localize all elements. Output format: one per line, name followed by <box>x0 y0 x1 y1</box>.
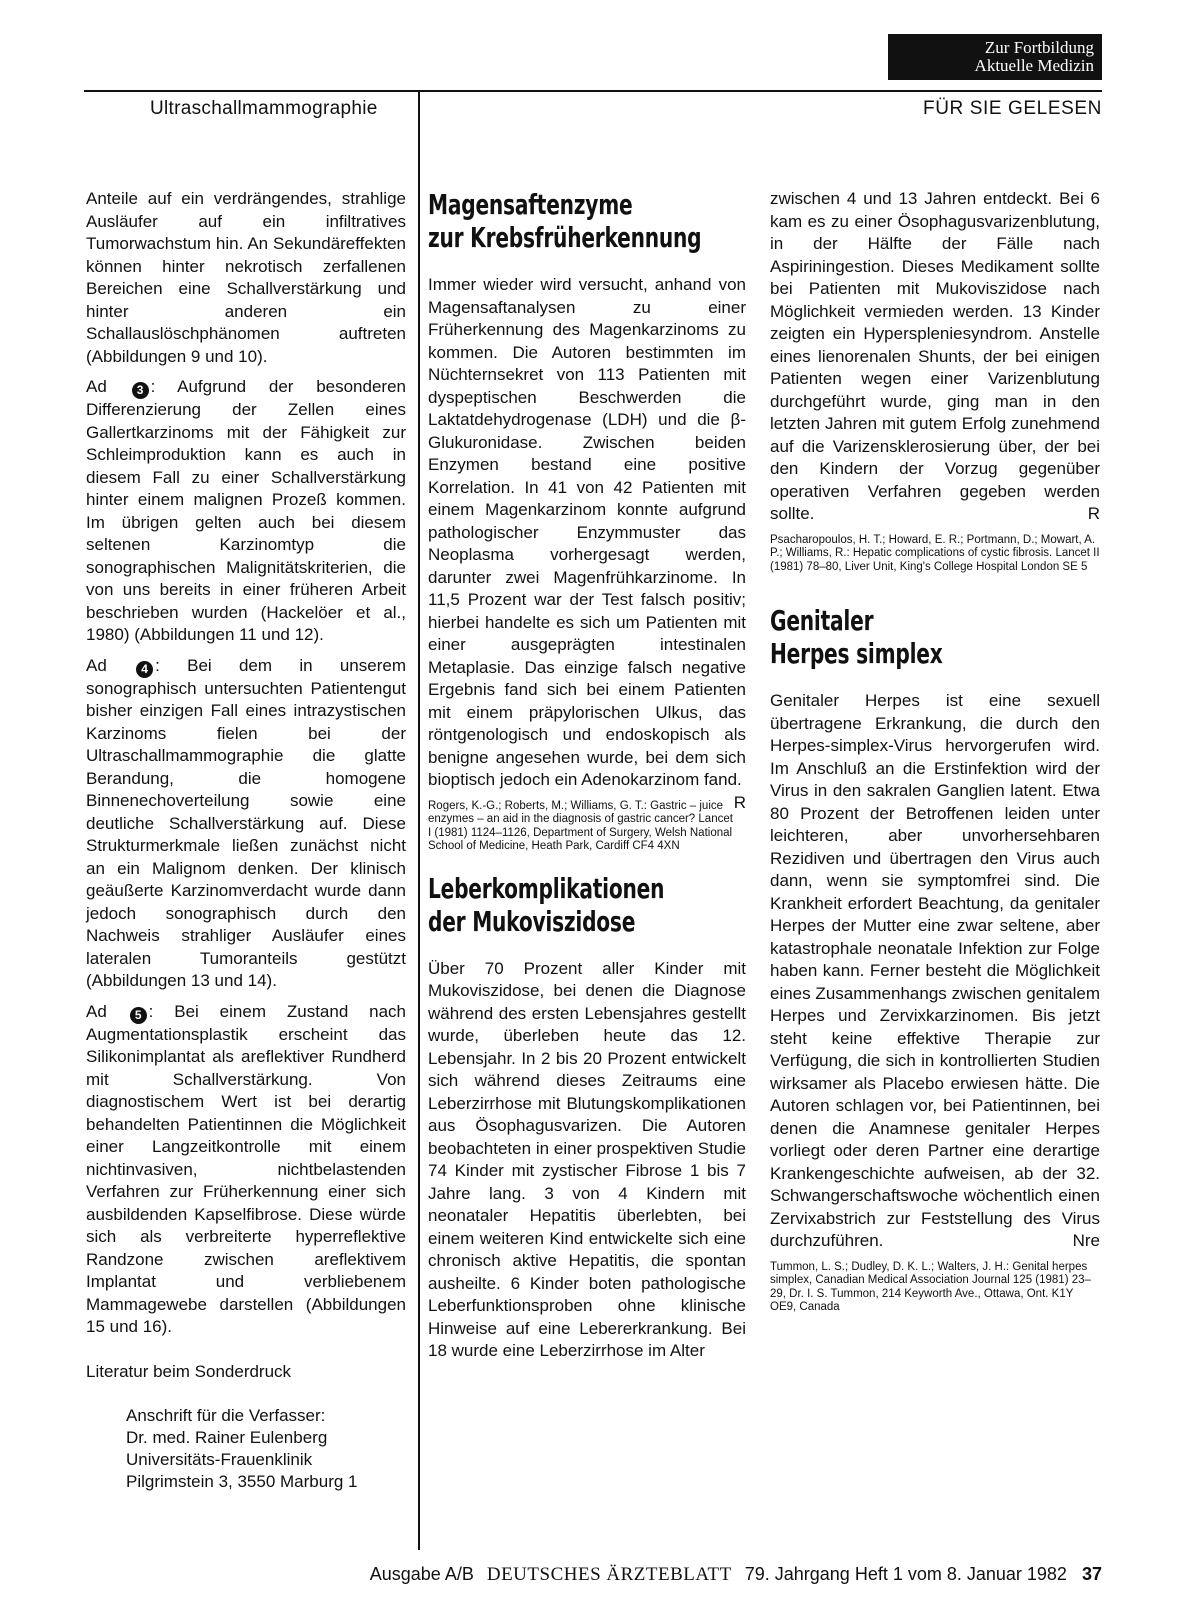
article-body: Über 70 Prozent aller Kinder mit Mukoviszidose, bei denen die Diagnose während des ersten Lebensjahres gestellt wurde, überleben heute das 12. Lebensjahr. In 2 bis 20 Prozent entwickelt sich während dieses Zeitraums eine Leberzirrhose mit Blutungskomplikationen aus Ösophagusvarizen. Die Autoren beobachteten in einer prospektiven Studie 74 Kinder mit zystischer Fibrose 1 bis 7 Jahre lang. 3 von 4 Kindern mit neonataler Hepatitis überlebten, bei einem weiteren Kind entwickelte sich eine chronisch aktive Hepatitis, die spontan ausheilte. 6 Kinder boten pathologische Leberfunktionsproben ohne klinische Hinweise auf eine Lebererkrankung. Bei 18 wurde eine Leberzirrhose im Alter <box>428 958 746 1360</box>
article-body-continued <box>770 188 1100 526</box>
ad-label: Ad <box>86 377 107 396</box>
column-3 <box>770 188 1100 1333</box>
reference: Psacharopoulos, H. T.; Howard, E. R.; Portmann, D.; Mowart, A. P.; Williams, R.: Hepatic complications of cystic fibrosis. Lancet II (1981) 78–80, Liver Unit, King's College Hospital London SE 5 <box>770 533 1100 573</box>
address-line: Anschrift für die Verfasser: <box>126 1406 326 1425</box>
reference: Tummon, L. S.; Dudley, D. K. L.; Walters, J. H.: Genital herpes simplex, Canadian Medical Association Journal 125 (1981) 23–29, Dr. I. S. Tummon, 214 Keyworth Ave., Ottawa, Ont. K1Y OE9, Canada <box>770 1260 1091 1313</box>
number-3-icon: 3 <box>132 382 149 399</box>
paragraph-ad-3 <box>86 376 406 647</box>
page-footer <box>370 1564 1102 1586</box>
title-line: Leberkomplikationen <box>428 871 665 905</box>
title-line: Magensaftenzyme <box>428 188 633 221</box>
column-divider <box>418 90 420 1550</box>
ad-5-text: : Bei einem Zustand nach Augmentationsplastik erscheint das Silikonimplantat als areflektiver Rundherd mit Schallverstärkung. Von diagnostischem Wert ist bei derartig behandelten Patientinnen die Möglichkeit einer Langzeitkontrolle mit einem nichtinvasiven, nichtbelastenden Verfahren zur Früherkennung einer sich ausbildenden Kapselfibrose. Diese würde sich als verbreiterte hyperreflektive Randzone zwischen areflektivem Implantat und verbliebenem Mammagewebe darstellen (Abbildungen 15 und 16). <box>86 1001 406 1336</box>
section-badge <box>888 34 1102 80</box>
address-line: Dr. med. Rainer Eulenberg <box>126 1428 328 1447</box>
title-line: zur Krebsfrüherkennung <box>428 221 702 254</box>
paragraph-intro: Anteile auf ein verdrängendes, strahlige Ausläufer auf ein infiltratives Tumorwachstum hin. An Sekundäreffekten können hinter nekrotisch zerfallenen Bereichen eine Schallverstärkung und hinter anderen ein Schallauslöschphänomen auftreten (Abbildungen 9 und 10). <box>86 189 406 366</box>
badge-line-1: Zur Fortbildung <box>984 38 1094 57</box>
ad-label: Ad <box>86 1001 107 1021</box>
column-2 <box>428 188 746 1371</box>
address-line: Universitäts-Frauenklinik <box>126 1450 313 1469</box>
literature-note: Literatur beim Sonderdruck <box>86 1361 292 1381</box>
title-line: der Mukoviszidose <box>428 904 636 938</box>
article-title-magensaftenzyme <box>428 188 749 254</box>
author-signature: R <box>733 792 746 812</box>
article-text: zwischen 4 und 13 Jahren entdeckt. Bei 6 kam es zu einer Ösophagusvarizenblutung, in der Hälfte der Fälle nach Aspiriningestion. Dieses Medikament sollte bei Patienten mit Mukoviszidose nach Möglichkeit vermieden werden. 13 Kinder zeigten ein Hyperspleniesyndrom. Anstelle eines lienorenalen Shunts, der bei einigen Patienten wegen einer Varizenblutung durchgeführt wurde, ging man in den letzten Jahren mit gutem Erfolg zunehmend auf die Varizensklerosierung über, der bei den Kindern der Vorzug gegenüber operativen Verfahren gegeben werden sollte. <box>770 189 1100 523</box>
title-line: Herpes simplex <box>770 637 943 670</box>
issue-info: 79. Jahrgang Heft 1 vom 8. Januar 1982 <box>744 1564 1067 1584</box>
reference: Rogers, K.-G.; Roberts, M.; Williams, G. T.: Gastric – juice enzymes – an aid in the diagnosis of gastric cancer? Lancet I (1981) 1124–1126, Department of Surgery, Welsh National School of Medicine, Heath Park, Cardiff CF4 4XN <box>428 799 733 852</box>
ad-3-text: : Aufgrund der besonderen Differenzierung der Zellen eines Gallertkarzinoms mit der Fähigkeit zur Schleimproduktion kann es auch in diesem Fall zu einer Schallverstärkung hinter einem malignen Prozeß kommen. Im übrigen gelten auch bei diesem seltenen Karzinomtyp die sonographischen Malignitätskriterien, die von uns bereits in einer früheren Arbeit beschrieben wurden (Hackelöer et al., 1980) (Abbildungen 11 und 12). <box>86 377 406 644</box>
running-title: Ultraschallmammographie <box>150 98 378 119</box>
article-title-leberkomplikationen <box>428 872 749 938</box>
page-number: 37 <box>1081 1564 1102 1584</box>
address-line: Pilgrimstein 3, 3550 Marburg 1 <box>126 1472 358 1491</box>
section-title: FÜR SIE GELESEN <box>923 98 1102 119</box>
ad-4-text: : Bei dem in unserem sonographisch untersuchten Patientengut bisher einzigen Fall eines intrazystischen Karzinoms fielen bei der Ultraschallmammographie die glatte Berandung, die homogene Binnenechoverteilung sowie eine deutliche Schallverstärkung auf. Diese Strukturmerkmale ließen zunächst nicht an ein Malignom denken. Der klinisch geäußerte Karzinomverdacht wurde dann jedoch sonographisch durch den Nachweis strahliger Ausläufer eines lateralen Tumoranteils gestützt (Abbildungen 13 und 14). <box>86 655 406 990</box>
paragraph-ad-4 <box>86 655 406 993</box>
author-address <box>86 1405 406 1493</box>
article-text: Immer wieder wird versucht, anhand von Magensaftanalysen zu einer Früherkennung des Magenkarzinoms zu kommen. Die Autoren bestimmten im Nüchternsekret von 113 Patienten mit dyspeptischen Beschwerden die Laktatdehydrogenase (LDH) und die β-Glukuronidase. Zwischen beiden Enzymen bestand eine positive Korrelation. In 41 von 42 Patienten mit einem Magenkarzinom konnte aufgrund pathologischer Enzymmuster das Neoplasma vorhergesagt werden, darunter zwei Magenfrühkarzinome. In 11,5 Prozent war der Test falsch positiv; hierbei handelte es sich um Patienten mit einer ausgeprägten intestinalen Metaplasie. Das einzige falsch negative Ergebnis fand sich bei einem Patienten mit einem präpylorischen Ulkus, das röntgenologisch und endoskopisch als benigne angesehen wurde, bei dem sich bioptisch jedoch ein Adenokarzinom fand. <box>428 275 746 789</box>
author-signature: Nre <box>1072 1231 1100 1250</box>
paragraph-ad-5 <box>86 1001 406 1339</box>
ad-label: Ad <box>86 655 107 675</box>
publication-name: DEUTSCHES ÄRZTEBLATT <box>486 1564 732 1585</box>
article-body <box>428 274 746 812</box>
article-text: Genitaler Herpes ist eine sexuell übertragene Erkrankung, die durch den Herpes-simplex-Virus hervorgerufen wird. Im Anschluß an die Erstinfektion wird der Virus in den sakralen Ganglien latent. Etwa 80 Prozent der Betroffenen leiden unter leichteren, aber unvorhersehbaren Rezidiven und übertragen den Virus auch dann, wenn sie symptomfrei sind. Die Krankheit erfordert Beachtung, da genitaler Herpes der Mutter eine zwar seltene, aber katastrophale neonatale Infektion zur Folge haben kann. Ferner besteht die Möglichkeit eines Zusammenhangs zwischen genitalem Herpes und Zervixkarzinomen. Bis jetzt steht keine effektive Therapie zur Verfügung, die sich in kontrollierten Studien wirksamer als Placebo erwiesen hätte. Die Autoren schlagen vor, bei Patientinnen, bei denen die Anamnese genitaler Herpes vorliegt oder deren Partner eine derartige Krankengeschichte aufweisen, ab der 32. Schwangerschaftswoche wöchentlich einen Zervixabstrich zur Feststellung des Virus durchzuführen. <box>770 691 1100 1250</box>
article-title-genitaler-herpes <box>770 604 1103 670</box>
column-1 <box>86 188 406 1493</box>
number-5-icon: 5 <box>130 1007 147 1024</box>
author-signature: R <box>1087 504 1100 523</box>
number-4-icon: 4 <box>136 661 153 678</box>
badge-line-2: Aktuelle Medizin <box>974 56 1094 75</box>
edition: Ausgabe A/B <box>369 1564 474 1584</box>
article-body <box>770 690 1100 1253</box>
header-rule <box>84 90 1102 92</box>
title-line: Genitaler <box>770 604 874 637</box>
